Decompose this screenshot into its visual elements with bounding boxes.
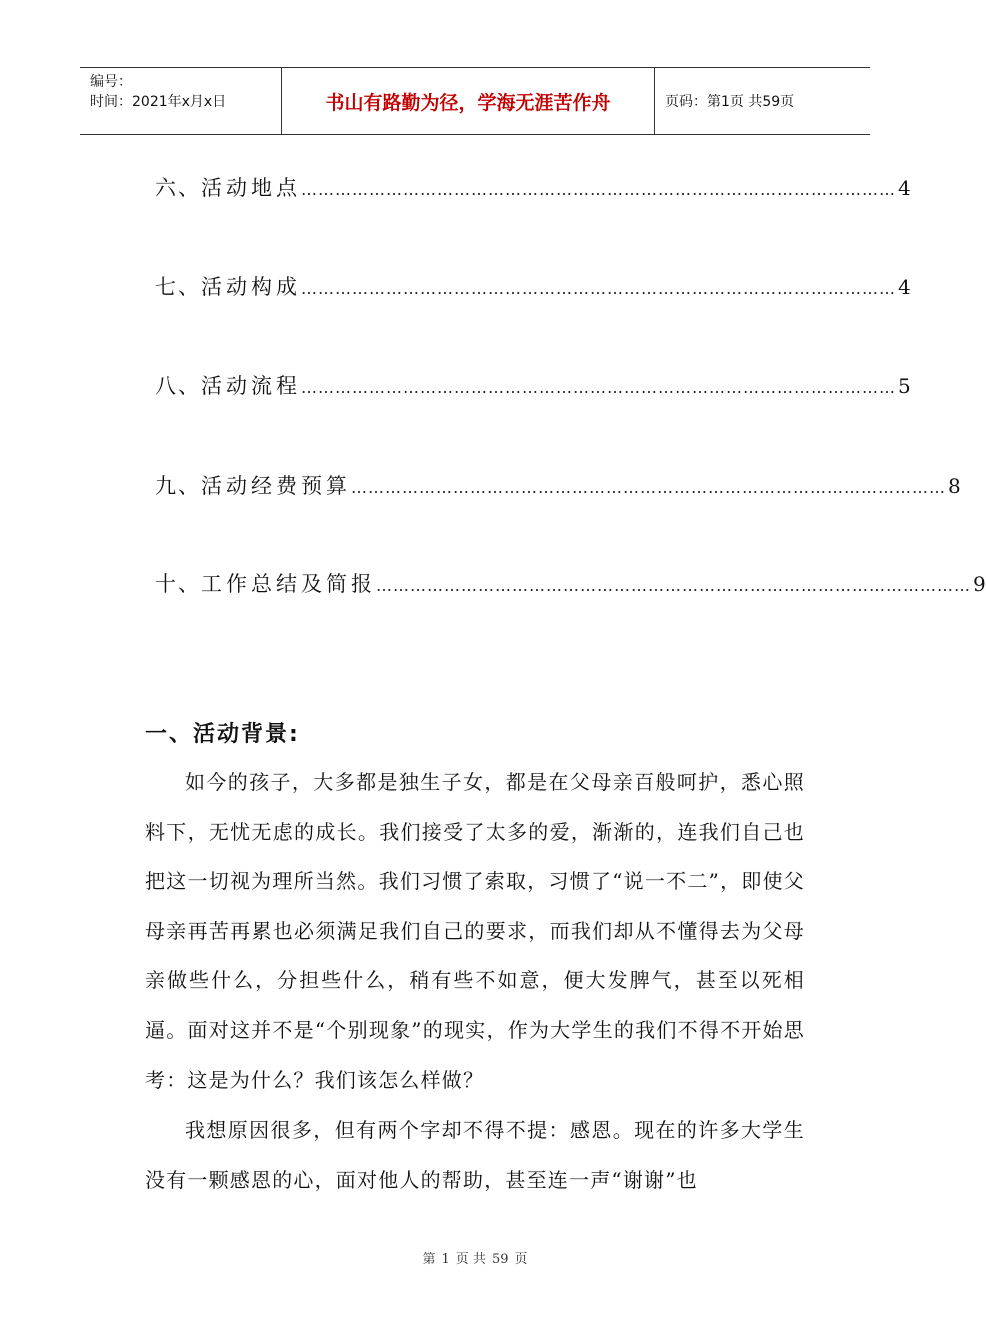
- page-header: [80, 67, 870, 135]
- footer-mid: 页 共: [455, 1252, 486, 1267]
- toc-entry-page: 5: [898, 374, 911, 398]
- toc-leader-dots: ……………………………………………………………………………………………: [376, 576, 971, 595]
- footer-current-page: 1: [441, 1252, 450, 1267]
- document-date: 时间：2021年x月x日: [90, 94, 227, 110]
- toc-entry[interactable]: [155, 370, 911, 400]
- toc-entry-number: 十、: [155, 572, 201, 596]
- toc-entry-number: 九、: [155, 474, 201, 498]
- header-meta: [80, 68, 282, 134]
- toc-leader-dots: ……………………………………………………………………………………………: [301, 378, 896, 397]
- toc-entry[interactable]: [155, 271, 911, 301]
- toc-entry[interactable]: [155, 172, 911, 202]
- toc-leader-dots: ……………………………………………………………………………………………: [301, 180, 896, 199]
- toc-entry-title: 工作总结及简报: [201, 572, 376, 596]
- header-page-info: 页码：第1页 共59页: [665, 94, 795, 110]
- document-number-label: 编号：: [90, 74, 132, 90]
- footer-suffix: 页: [514, 1252, 528, 1267]
- body-paragraph: 我想原因很多，但有两个字却不得不提：感恩。现在的许多大学生没有一颗感恩的心，面对他人的帮助，甚至连一声“谢谢”也: [145, 1118, 805, 1192]
- toc-entry-page: 4: [898, 275, 911, 299]
- toc-entry-number: 七、: [155, 275, 201, 299]
- footer-prefix: 第: [422, 1252, 436, 1267]
- toc-leader-dots: ……………………………………………………………………………………………: [351, 478, 946, 497]
- toc-entry-number: 八、: [155, 374, 201, 398]
- section-heading: 一、活动背景:: [145, 722, 300, 747]
- page-footer: [0, 1248, 950, 1267]
- toc-entry[interactable]: [155, 568, 986, 598]
- toc-entry-title: 活动经费预算: [201, 474, 351, 498]
- body-paragraph: 如今的孩子，大多都是独生子女，都是在父母亲百般呵护，悉心照料下，无忧无虑的成长。我们接受了太多的爱，渐渐的，连我们自己也把这一切视为理所当然。我们习惯了索取，习惯了“说一不二”，即使父母亲再苦再累也必须满足我们自己的要求，而我们却从不懂得去为父母亲做些什么，分担些什么，稍有些不如意，便大发脾气，甚至以死相逼。面对这并不是“个别现象”的现实，作为大学生的我们不得不开始思考：这是为什么？我们该怎么样做？: [145, 770, 805, 1092]
- toc-entry-page: 9: [973, 572, 986, 596]
- toc-entry-title: 活动构成: [201, 275, 301, 299]
- toc-entry-title: 活动流程: [201, 374, 301, 398]
- footer-total-pages: 59: [491, 1252, 509, 1267]
- toc-entry-number: 六、: [155, 176, 201, 200]
- header-motto: 书山有路勤为径，学海无涯苦作舟: [282, 68, 655, 134]
- toc-entry-page: 8: [948, 474, 961, 498]
- toc-entry-page: 4: [898, 176, 911, 200]
- toc-leader-dots: ……………………………………………………………………………………………: [301, 279, 896, 298]
- toc-entry[interactable]: [155, 470, 961, 500]
- toc-entry-title: 活动地点: [201, 176, 301, 200]
